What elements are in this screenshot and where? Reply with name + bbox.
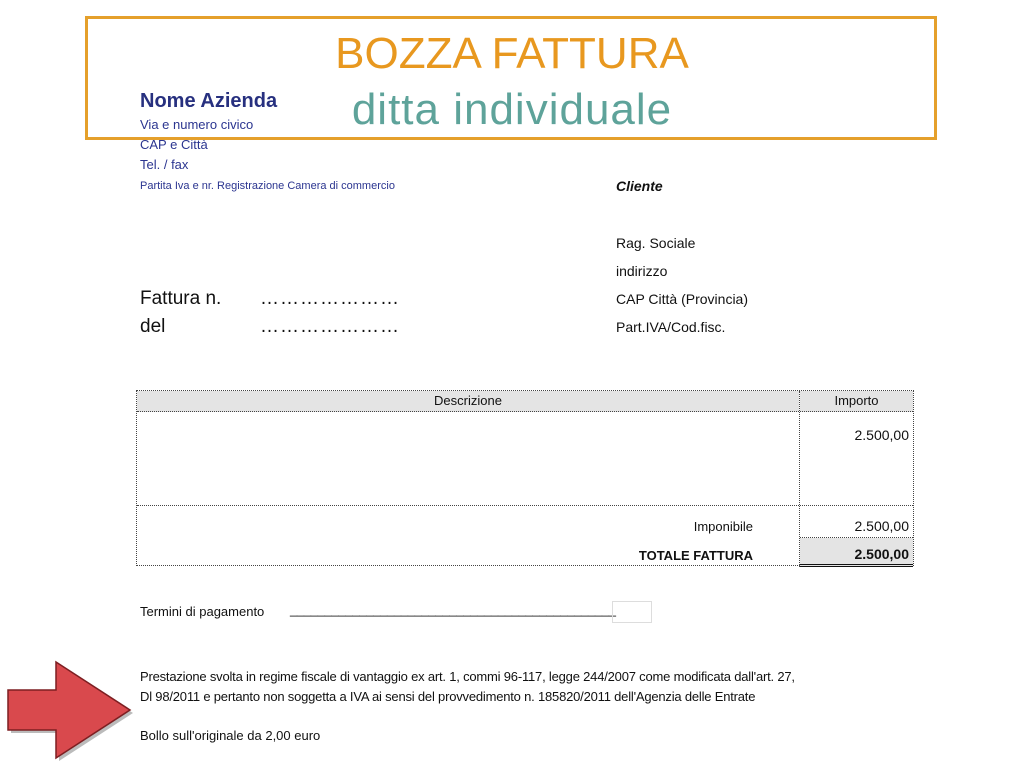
total-amount: 2.500,00: [854, 546, 909, 562]
invoice-number-value: …………………: [260, 288, 400, 309]
arrow-right-icon: [4, 658, 136, 762]
taxable-label: Imponibile: [693, 519, 753, 534]
client-city: CAP Città (Provincia): [616, 291, 749, 307]
client-title: Cliente: [616, 178, 663, 194]
payment-terms-label: Termini di pagamento: [140, 604, 265, 619]
column-header-description: Descrizione: [137, 391, 799, 412]
invoice-date-label: del: [140, 316, 166, 337]
tax-note-line-2: Dl 98/2011 e pertanto non soggetta a IVA ai sensi del provvedimento n. 185820/2011 dell'Agenzia delle Entrate: [140, 689, 756, 704]
row-amount: 2.500,00: [854, 427, 909, 443]
company-city: CAP e Città: [140, 137, 208, 152]
tax-note-line-1: Prestazione svolta in regime fiscale di vantaggio ex art. 1, commi 96-117, legge 244/2007 come modificata dall'art. 27,: [140, 669, 795, 684]
invoice-date-value: …………………: [260, 316, 400, 337]
client-name: Rag. Sociale: [616, 235, 696, 251]
total-label: TOTALE FATTURA: [638, 548, 753, 563]
row-divider: [137, 505, 913, 506]
stamp-note: Bollo sull'originale da 2,00 euro: [140, 728, 321, 743]
company-address: Via e numero civico: [140, 117, 254, 132]
slide-subtitle: ditta individuale: [351, 85, 673, 134]
client-address: indirizzo: [616, 263, 668, 279]
invoice-table: [136, 390, 914, 566]
taxable-amount: 2.500,00: [854, 518, 909, 534]
payment-terms-box: [612, 601, 652, 623]
slide-title: BOZZA FATTURA: [335, 29, 689, 78]
column-header-amount: Importo: [800, 391, 913, 412]
payment-terms-line: _______________________________________________: [290, 602, 616, 617]
invoice-number-label: Fattura n.: [140, 288, 222, 309]
company-vat: Partita Iva e nr. Registrazione Camera di commercio: [140, 180, 395, 192]
company-phone: Tel. / fax: [140, 157, 189, 172]
client-vat: Part.IVA/Cod.fisc.: [616, 319, 726, 335]
company-name: Nome Azienda: [140, 90, 278, 112]
